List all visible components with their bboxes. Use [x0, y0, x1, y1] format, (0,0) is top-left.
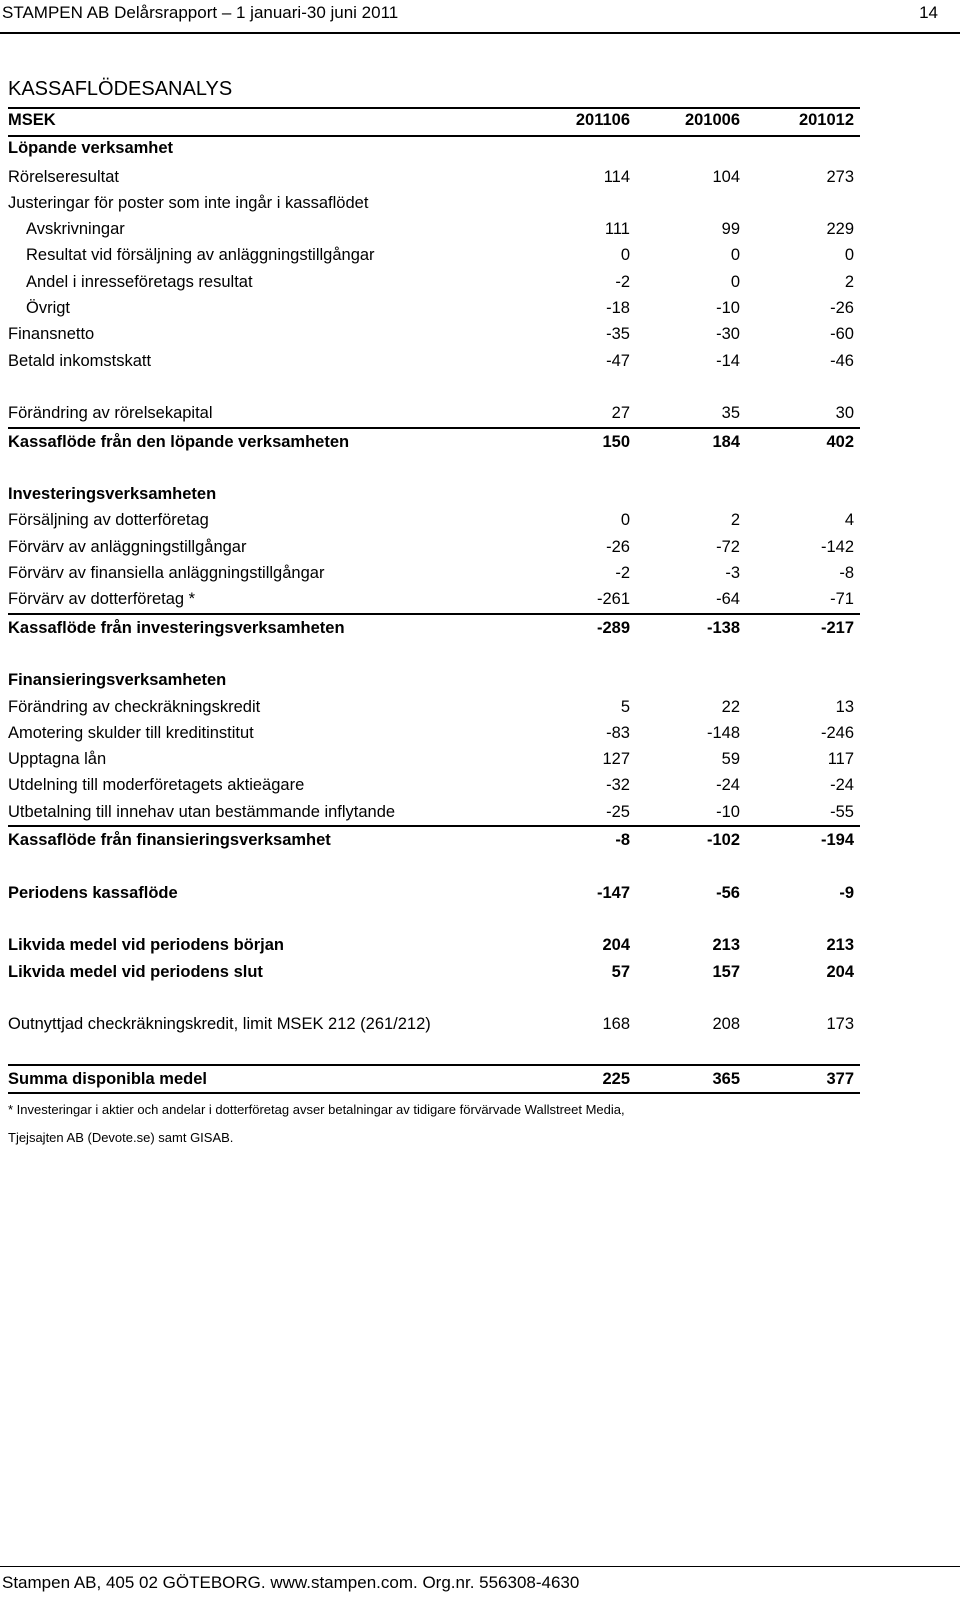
row-value-201012: -71 [830, 590, 854, 609]
cash-flow-table [8, 107, 860, 1094]
row-value-201006: 35 [721, 404, 740, 423]
row-label: Förändring av rörelsekapital [8, 404, 213, 423]
row-value-201006: 2 [730, 511, 740, 530]
row-value-201106: 150 [602, 432, 630, 451]
row-label: Löpande verksamhet [8, 139, 174, 158]
row-value-201006: 213 [712, 936, 740, 955]
row-label: Utdelning till moderföretagets aktieägare [8, 776, 305, 795]
row-label: Rörelseresultat [8, 167, 119, 186]
row-label: Kassaflöde från finansieringsverksamhet [8, 831, 331, 850]
row-value-201006: -64 [716, 590, 740, 609]
table-section-heading [8, 481, 860, 507]
row-value-201006: -10 [716, 299, 740, 318]
row-label: Likvida medel vid periodens slut [8, 962, 263, 981]
table-row [8, 242, 860, 268]
table-total-row [8, 880, 860, 906]
row-label: Finansnetto [8, 325, 95, 344]
row-value-201006: -10 [716, 802, 740, 821]
table-row [8, 269, 860, 295]
row-value-201012: -24 [830, 776, 854, 795]
row-value-201012: 273 [826, 167, 854, 186]
row-value-201012: -46 [830, 351, 854, 370]
row-value-201012: -9 [839, 883, 854, 902]
table-row [8, 746, 860, 772]
row-value-201106: -2 [615, 272, 630, 291]
row-value-201006: -14 [716, 351, 740, 370]
row-label: Betald inkomstskatt [8, 351, 152, 370]
row-value-201106: -147 [596, 883, 630, 902]
row-label: Andel i inresseföretags resultat [26, 272, 253, 291]
footnote [8, 1096, 868, 1152]
row-value-201006: 0 [730, 246, 740, 265]
row-value-201012: -60 [830, 325, 854, 344]
row-value-201012: 13 [835, 697, 854, 716]
table-row [8, 216, 860, 242]
row-value-201006: 99 [721, 220, 740, 239]
row-label: Justeringar för poster som inte ingår i kassaflödet [8, 193, 369, 212]
row-label: Förändring av checkräkningskredit [8, 697, 261, 716]
row-value-201106: 114 [603, 167, 630, 186]
row-value-201012: -194 [820, 831, 854, 850]
table-row [8, 772, 860, 798]
table-subtotal-row [8, 827, 860, 853]
row-value-201106: -289 [596, 618, 630, 637]
row-value-201006: -24 [716, 776, 740, 795]
row-label: Utbetalning till innehav utan bestämmande inflytande [8, 802, 396, 821]
row-label: Försäljning av dotterföretag [8, 511, 209, 530]
row-label: Investeringsverksamheten [8, 485, 217, 504]
row-value-201012: -246 [820, 723, 854, 742]
table-row [8, 295, 860, 321]
row-value-201106: 27 [611, 404, 630, 423]
table-row [8, 586, 860, 614]
row-value-201106: -8 [615, 831, 630, 850]
table-total-row [8, 932, 860, 958]
table-row [8, 164, 860, 190]
row-value-201012: 229 [826, 220, 854, 239]
row-value-201006: -30 [716, 325, 740, 344]
footnote-line-1: * Investeringar i aktier och andelar i dotterföretag avser betalningar av tidigare förvärvade Wallstreet Media, [8, 1102, 625, 1117]
row-value-201106: -261 [596, 590, 630, 609]
row-value-201106: 127 [602, 750, 630, 769]
row-value-201012: 0 [844, 246, 854, 265]
table-spacer-row [8, 906, 860, 932]
row-value-201106: -2 [615, 564, 630, 583]
row-value-201012: 213 [826, 936, 854, 955]
page-number: 14 [919, 3, 938, 22]
row-value-201106: -18 [606, 299, 630, 318]
row-label: Förvärv av finansiella anläggningstillgångar [8, 564, 325, 583]
row-value-201106: 111 [604, 220, 630, 239]
row-value-201106: 57 [611, 962, 630, 981]
table-spacer-row [8, 641, 860, 667]
row-label: Likvida medel vid periodens början [8, 936, 284, 955]
row-value-201012: 402 [826, 432, 854, 451]
row-value-201012: 4 [844, 511, 854, 530]
row-value-201006: 184 [712, 432, 740, 451]
row-value-201012: -142 [820, 537, 854, 556]
row-label: Förvärv av dotterföretag * [8, 590, 196, 609]
table-spacer-row [8, 374, 860, 400]
table-section-heading [8, 667, 860, 693]
row-label: Outnyttjad checkräkningskredit, limit MSEK 212 (261/212) [8, 1015, 431, 1034]
table-row [8, 190, 860, 216]
table-row [8, 799, 860, 827]
header-rule [0, 32, 960, 34]
row-value-201006: -148 [706, 723, 740, 742]
row-label: Kassaflöde från investeringsverksamheten [8, 618, 345, 637]
table-row [8, 400, 860, 428]
row-label: Summa disponibla medel [8, 1069, 207, 1088]
row-label: Amotering skulder till kreditinstitut [8, 723, 254, 742]
row-value-201012: 204 [826, 962, 854, 981]
row-value-201106: 168 [602, 1015, 630, 1034]
header-col-201006: 201006 [684, 111, 740, 129]
row-value-201012: -55 [830, 802, 854, 821]
row-value-201012: 173 [826, 1015, 854, 1034]
row-value-201106: 5 [620, 697, 630, 716]
row-value-201012: -26 [830, 299, 854, 318]
row-value-201006: -138 [706, 618, 740, 637]
table-row [8, 348, 860, 374]
row-label: Förvärv av anläggningstillgångar [8, 537, 247, 556]
row-value-201006: -102 [706, 831, 740, 850]
report-header-title: STAMPEN AB Delårsrapport – 1 januari-30 juni 2011 [2, 3, 399, 22]
row-value-201106: -83 [606, 723, 630, 742]
table-row [8, 560, 860, 586]
row-value-201006: 157 [712, 962, 740, 981]
table-spacer-row [8, 985, 860, 1011]
row-label: Resultat vid försäljning av anläggningstillgångar [26, 246, 375, 265]
row-value-201006: 0 [730, 272, 740, 291]
table-row [8, 1011, 860, 1037]
table-total-row [8, 959, 860, 985]
row-value-201006: 22 [721, 697, 740, 716]
row-value-201106: 0 [620, 246, 630, 265]
row-value-201106: 0 [620, 511, 630, 530]
table-row [8, 321, 860, 347]
footer-address: Stampen AB, 405 02 GÖTEBORG. www.stampen.com. Org.nr. 556308-4630 [2, 1573, 580, 1592]
row-label: Upptagna lån [8, 750, 107, 769]
row-value-201006: -72 [716, 537, 740, 556]
row-value-201012: -217 [820, 618, 854, 637]
header-label: MSEK [8, 111, 56, 129]
footer-rule [0, 1566, 960, 1567]
table-grand-total-row [8, 1066, 860, 1094]
table-row [8, 720, 860, 746]
row-value-201106: -32 [606, 776, 630, 795]
row-value-201006: 208 [712, 1015, 740, 1034]
row-value-201006: 104 [712, 167, 740, 186]
table-header-row [8, 107, 860, 135]
row-value-201012: 377 [826, 1069, 854, 1088]
table-subtotal-row [8, 429, 860, 455]
header-col-201106: 201106 [575, 111, 630, 129]
row-value-201106: -35 [606, 325, 630, 344]
table-spacer-row [8, 1037, 860, 1065]
row-label: Avskrivningar [26, 220, 125, 239]
table-spacer-row [8, 853, 860, 879]
row-value-201012: 117 [827, 750, 854, 769]
table-row [8, 694, 860, 720]
row-value-201012: -8 [839, 564, 854, 583]
row-value-201006: -56 [716, 883, 740, 902]
row-value-201106: -26 [606, 537, 630, 556]
row-label: Kassaflöde från den löpande verksamheten [8, 432, 350, 451]
section-title: KASSAFLÖDESANALYS [8, 78, 233, 100]
row-value-201106: 204 [602, 936, 630, 955]
row-value-201006: -3 [725, 564, 740, 583]
row-value-201106: 225 [602, 1069, 630, 1088]
row-value-201006: 365 [712, 1069, 740, 1088]
table-spacer-row [8, 455, 860, 481]
table-row [8, 534, 860, 560]
row-value-201106: -25 [606, 802, 630, 821]
row-value-201006: 59 [721, 750, 740, 769]
row-value-201012: 30 [835, 404, 854, 423]
footnote-line-2: Tjejsajten AB (Devote.se) samt GISAB. [8, 1130, 234, 1145]
row-value-201106: -47 [606, 351, 630, 370]
row-label: Periodens kassaflöde [8, 883, 178, 902]
row-label: Övrigt [26, 299, 71, 318]
table-row [8, 135, 860, 163]
table-subtotal-row [8, 615, 860, 641]
header-col-201012: 201012 [798, 111, 854, 129]
row-label: Finansieringsverksamheten [8, 671, 227, 690]
row-value-201012: 2 [844, 272, 854, 291]
table-row [8, 507, 860, 533]
